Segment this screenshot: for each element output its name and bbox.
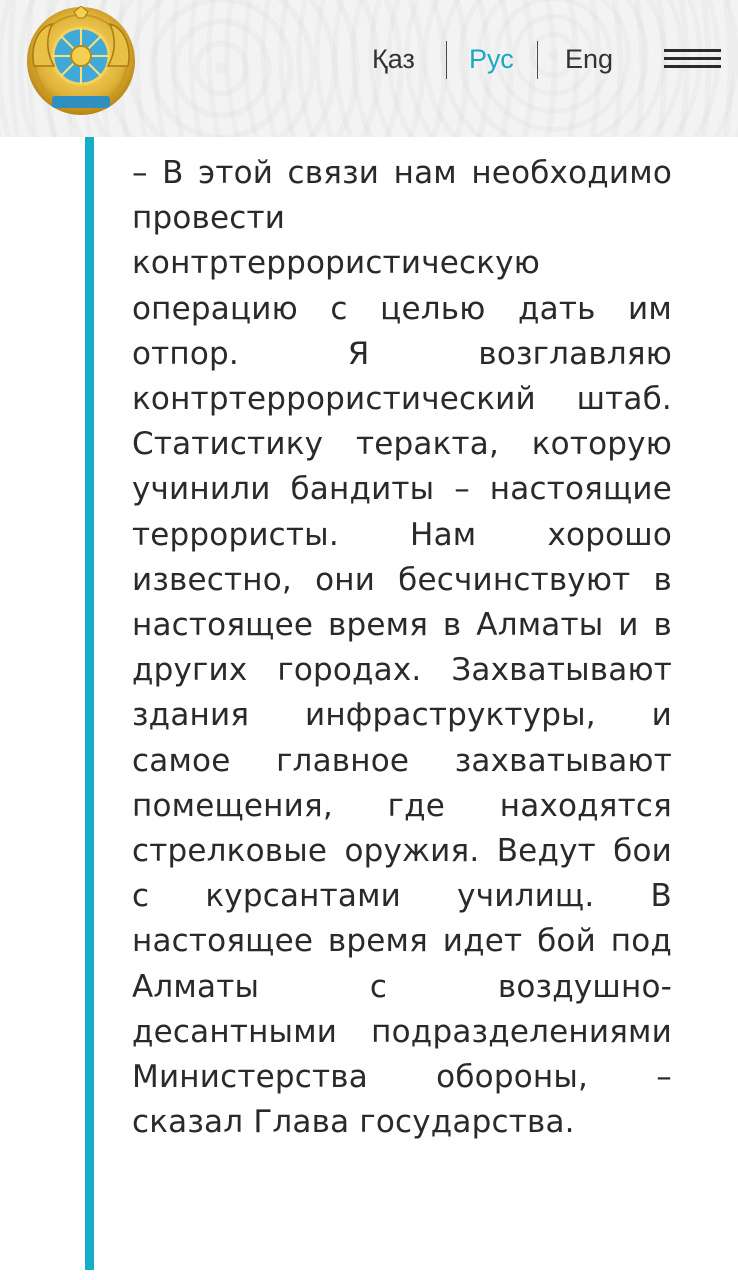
lang-rus-link[interactable]: Рус: [469, 44, 514, 74]
hamburger-menu-icon[interactable]: [664, 49, 721, 73]
lang-divider: [537, 41, 538, 79]
menu-line: [664, 65, 721, 68]
lang-divider: [446, 41, 447, 79]
lang-kaz-link[interactable]: Қаз: [372, 44, 415, 74]
state-emblem-logo[interactable]: [24, 6, 138, 120]
blockquote-accent-bar: [85, 137, 94, 1270]
menu-line: [664, 57, 721, 60]
blockquote-text: – В этой связи нам необходимо провести контртеррористическую операцию с целью дать им отпор. Я возглавляю контртеррористический штаб. Статистику теракта, которую учинили бандиты – настоящие террористы. Нам хорошо известно, они бесчинствуют в настоящее время в Алматы и в других городах. Захватывают здания инфраструктуры, и самое главное захватывают помещения, где находятся стрелковые оружия. Ведут бои с курсантами училищ. В настоящее время идет бой под Алматы с воздушно-десантными подразделениями Министерства обороны, – сказал Глава государства.: [132, 155, 672, 1141]
lang-eng-link[interactable]: Eng: [565, 44, 614, 74]
menu-line: [664, 49, 721, 52]
site-header: [0, 0, 738, 137]
